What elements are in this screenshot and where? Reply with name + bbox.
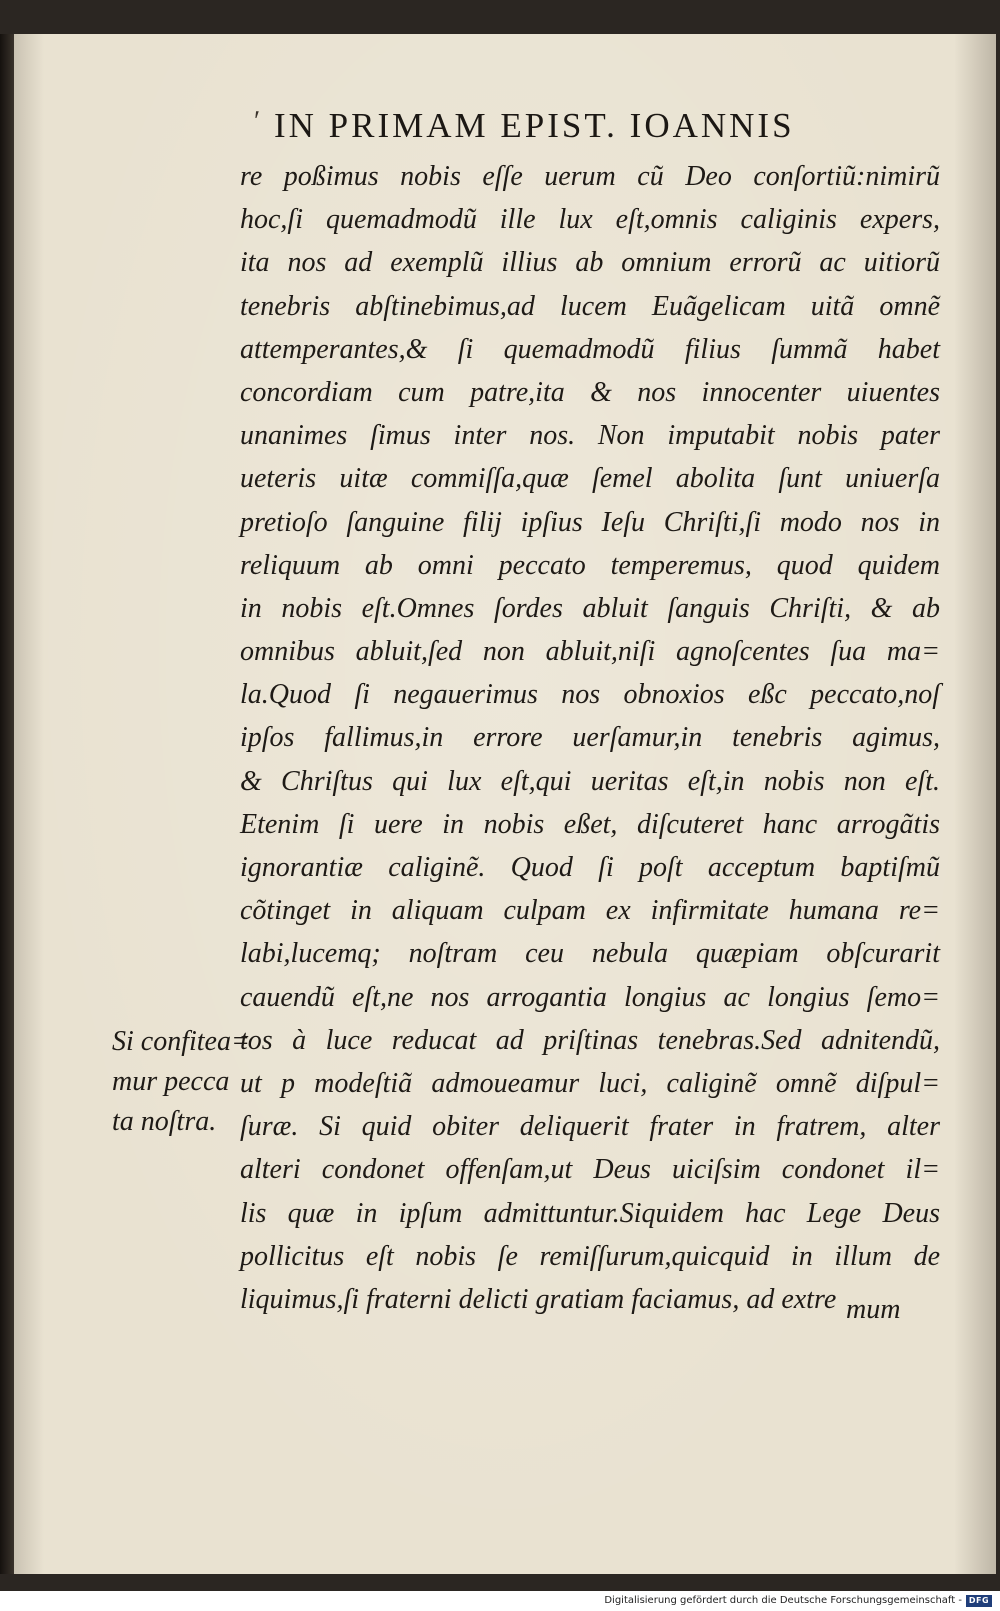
marginal-note-line-2: mur pecca: [112, 1066, 230, 1097]
running-head-text: IN PRIMAM EPIST. IOANNIS: [274, 106, 795, 145]
text-line-3: ita nos ad exemplũ illius ab omnium errorũ ac uitiorũ: [240, 247, 940, 279]
text-line-22: ut p modeſtiã admoueamur luci, caliginẽ omnẽ diſpul=: [240, 1067, 940, 1099]
dfg-logo-icon: DFG: [966, 1595, 992, 1607]
head-ornament-mark: ʹ: [254, 106, 264, 137]
text-line-15: & Chriſtus qui lux eſt,qui ueritas eſt,in nobis non eſt.: [240, 765, 940, 797]
marginal-note-line-1: Si confitea=: [112, 1026, 250, 1057]
text-line-5: attemperantes,& ſi quemadmodũ filius ſummã habet: [240, 333, 940, 365]
text-line-24: alteri condonet offenſam,ut Deus uiciſsim condonet il=: [240, 1154, 940, 1186]
text-line-27: liquimus,ſi fraterni delicti gratiam faciamus, ad extre: [240, 1283, 837, 1315]
catchword: mum: [846, 1294, 901, 1325]
text-line-25: lis quæ in ipſum admittuntur.Siquidem hac Lege Deus: [240, 1197, 940, 1229]
text-line-19: labi,lucemq; noſtram ceu nebula quæpiam obſcurarit: [240, 938, 940, 970]
digitization-footer: [0, 1591, 1000, 1611]
text-line-18: cõtinget in aliquam culpam ex infirmitate humana re=: [240, 895, 940, 927]
text-line-10: reliquum ab omni peccato temperemus, quod quidem: [240, 549, 940, 581]
book-gutter: [0, 34, 14, 1574]
footer-credit: Digitalisierung gefördert durch die Deutsche Forschungsgemeinschaft -: [604, 1595, 962, 1606]
text-line-4: tenebris abſtinebimus,ad lucem Euãgelicam uitã omnẽ: [240, 290, 940, 322]
text-line-26: pollicitus eſt nobis ſe remiſſurum,quicquid in illum de: [240, 1240, 940, 1272]
text-line-6: concordiam cum patre,ita & nos innocenter uiuentes: [240, 376, 940, 408]
text-line-12: omnibus abluit,ſed non abluit,niſi agnoſcentes ſua ma=: [240, 636, 940, 668]
running-head: [254, 106, 914, 146]
body-text-block: [240, 155, 940, 1321]
marginal-note: [112, 1022, 262, 1142]
text-line-7: unanimes ſimus inter nos. Non imputabit nobis pater: [240, 420, 940, 452]
text-line-13: la.Quod ſi negauerimus nos obnoxios eßc peccato,noſ: [240, 679, 940, 711]
text-line-16: Etenim ſi uere in nobis eßet, diſcuteret hanc arrogãtis: [240, 808, 940, 840]
text-line-23: ſuræ. Si quid obiter deliquerit frater in fratrem, alter: [240, 1111, 940, 1143]
text-line-21: tos à luce reducat ad priſtinas tenebras.Sed adnitendũ,: [240, 1024, 940, 1056]
text-line-2: hoc,ſi quemadmodũ ille lux eſt,omnis caliginis expers,: [240, 204, 940, 236]
text-line-9: pretioſo ſanguine filij ipſius Ieſu Chriſti,ſi modo nos in: [240, 506, 940, 538]
marginal-note-line-3: ta noſtra.: [112, 1106, 217, 1137]
text-line-14: ipſos fallimus,in errore uerſamur,in tenebris agimus,: [240, 722, 940, 754]
text-line-1: re poßimus nobis eſſe uerum cũ Deo conſortiũ:nimirũ: [240, 161, 940, 192]
text-line-11: in nobis eſt.Omnes ſordes abluit ſanguis Chriſti, & ab: [240, 592, 940, 624]
text-line-17: ignorantiæ caliginẽ. Quod ſi poſt acceptum baptiſmũ: [240, 852, 940, 883]
text-line-20: cauendũ eſt,ne nos arrogantia longius ac longius ſemo=: [240, 981, 940, 1013]
text-line-8: ueteris uitæ commiſſa,quæ ſemel abolita ſunt uniuerſa: [240, 463, 940, 495]
